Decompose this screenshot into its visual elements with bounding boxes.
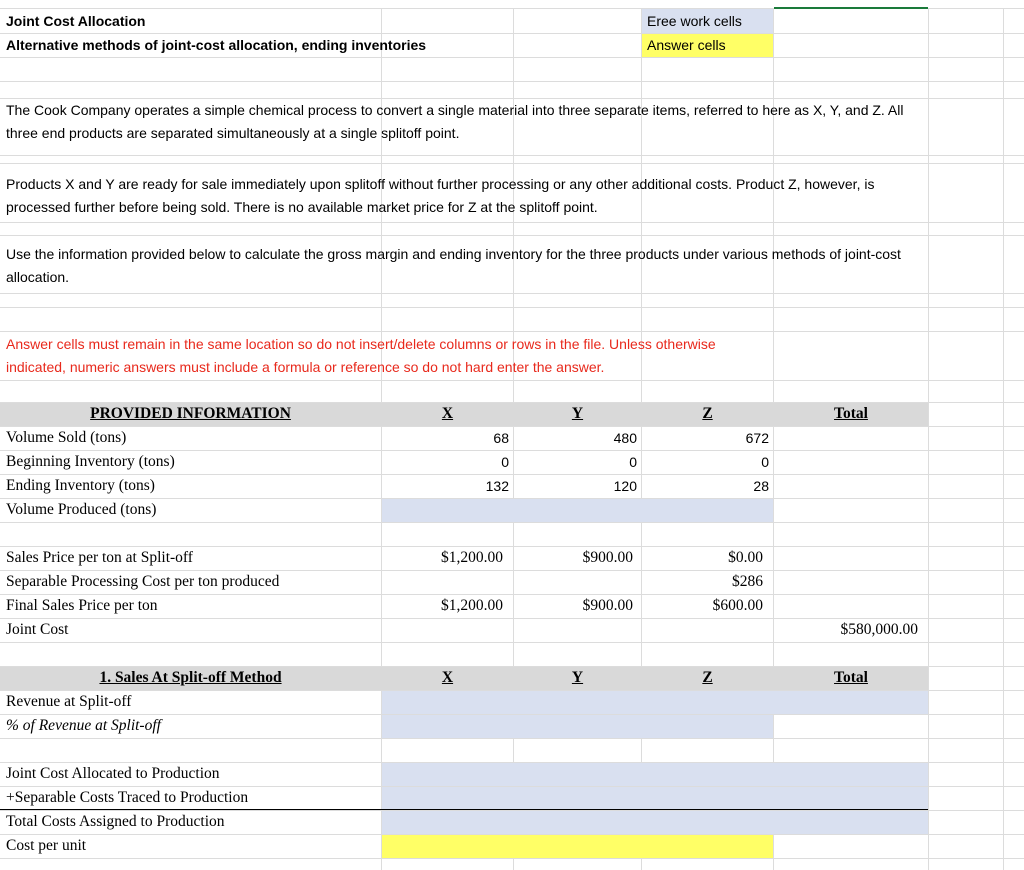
joint-cost-total[interactable]: $580,000.00 bbox=[840, 621, 918, 638]
revenue-splitoff-label: Revenue at Split-off bbox=[6, 693, 132, 710]
volume-sold-x[interactable]: 68 bbox=[493, 430, 509, 446]
separable-cost-z[interactable]: $286 bbox=[732, 573, 763, 590]
method1-heading: 1. Sales At Split-off Method bbox=[99, 669, 282, 686]
pct-revenue-label: % of Revenue at Split-off bbox=[6, 717, 161, 734]
intro-paragraph: The Cook Company operates a simple chemical process to convert a single material into three separate items, referred to here as X, Y, and Z. All three end products are separated simultaneously at a single splitoff point. bbox=[6, 102, 904, 141]
legend-answer-label: Answer cells bbox=[647, 37, 726, 53]
provided-col-z: Z bbox=[702, 405, 713, 422]
final-sales-price-label: Final Sales Price per ton bbox=[6, 597, 158, 614]
sheet-subtitle: Alternative methods of joint-cost allocation, ending inventories bbox=[6, 37, 427, 53]
separable-cells[interactable] bbox=[382, 787, 928, 809]
cost-per-unit-label: Cost per unit bbox=[6, 837, 87, 854]
total-border-line bbox=[0, 809, 928, 810]
cost-per-unit-answer-cells[interactable] bbox=[382, 835, 773, 858]
final-sales-price-x[interactable]: $1,200.00 bbox=[441, 597, 503, 614]
provided-col-total: Total bbox=[834, 405, 868, 422]
instructions-paragraph: Use the information provided below to calculate the gross margin and ending inventory for the three products under various methods of joint-cost allocation. bbox=[6, 246, 901, 285]
method1-col-y: Y bbox=[571, 669, 584, 686]
separable-traced-label: +Separable Costs Traced to Production bbox=[6, 789, 249, 806]
method1-col-x: X bbox=[441, 669, 454, 686]
warning-paragraph: Answer cells must remain in the same location so do not insert/delete columns or rows in the file. Unless otherwise indicated, numeric answers must include a formula or reference so do not hard enter the answer. bbox=[6, 336, 716, 375]
beginning-inventory-x[interactable]: 0 bbox=[501, 454, 509, 470]
sheet-title: Joint Cost Allocation bbox=[6, 13, 146, 29]
final-sales-price-y[interactable]: $900.00 bbox=[582, 597, 633, 614]
final-sales-price-z[interactable]: $600.00 bbox=[712, 597, 763, 614]
method1-col-z: Z bbox=[702, 669, 713, 686]
beginning-inventory-y[interactable]: 0 bbox=[629, 454, 637, 470]
total-costs-label: Total Costs Assigned to Production bbox=[6, 813, 225, 830]
processing-paragraph: Products X and Y are ready for sale immediately upon splitoff without further processing or any other additional costs. Product Z, however, is processed further before being sold. There is no available market price for Z at the splitoff point. bbox=[6, 176, 875, 215]
joint-cost-label: Joint Cost bbox=[6, 621, 69, 638]
beginning-inventory-z[interactable]: 0 bbox=[761, 454, 769, 470]
pct-revenue-cells[interactable] bbox=[382, 715, 773, 738]
method1-col-total: Total bbox=[834, 669, 868, 686]
sales-price-splitoff-y[interactable]: $900.00 bbox=[582, 549, 633, 566]
volume-sold-y[interactable]: 480 bbox=[613, 430, 637, 446]
ending-inventory-x[interactable]: 132 bbox=[485, 478, 509, 494]
volume-sold-z[interactable]: 672 bbox=[745, 430, 769, 446]
ending-inventory-label: Ending Inventory (tons) bbox=[6, 477, 155, 494]
beginning-inventory-label: Beginning Inventory (tons) bbox=[6, 453, 175, 470]
total-costs-cells[interactable] bbox=[382, 811, 928, 834]
volume-produced-label: Volume Produced (tons) bbox=[6, 501, 157, 518]
active-cell-indicator bbox=[774, 7, 928, 9]
sales-price-splitoff-z[interactable]: $0.00 bbox=[728, 549, 763, 566]
volume-sold-label: Volume Sold (tons) bbox=[6, 429, 127, 446]
legend-free-label: Eree work cells bbox=[647, 13, 742, 29]
provided-col-x: X bbox=[441, 405, 454, 422]
sales-price-splitoff-label: Sales Price per ton at Split-off bbox=[6, 549, 193, 566]
joint-alloc-cells[interactable] bbox=[382, 763, 928, 786]
ending-inventory-y[interactable]: 120 bbox=[613, 478, 637, 494]
ending-inventory-z[interactable]: 28 bbox=[753, 478, 769, 494]
volume-produced-cells[interactable] bbox=[382, 499, 773, 522]
revenue-splitoff-cells[interactable] bbox=[382, 691, 928, 714]
provided-heading: PROVIDED INFORMATION bbox=[90, 405, 291, 422]
separable-cost-label: Separable Processing Cost per ton produced bbox=[6, 573, 280, 590]
joint-alloc-label: Joint Cost Allocated to Production bbox=[6, 765, 220, 782]
provided-col-y: Y bbox=[571, 405, 584, 422]
sales-price-splitoff-x[interactable]: $1,200.00 bbox=[441, 549, 503, 566]
